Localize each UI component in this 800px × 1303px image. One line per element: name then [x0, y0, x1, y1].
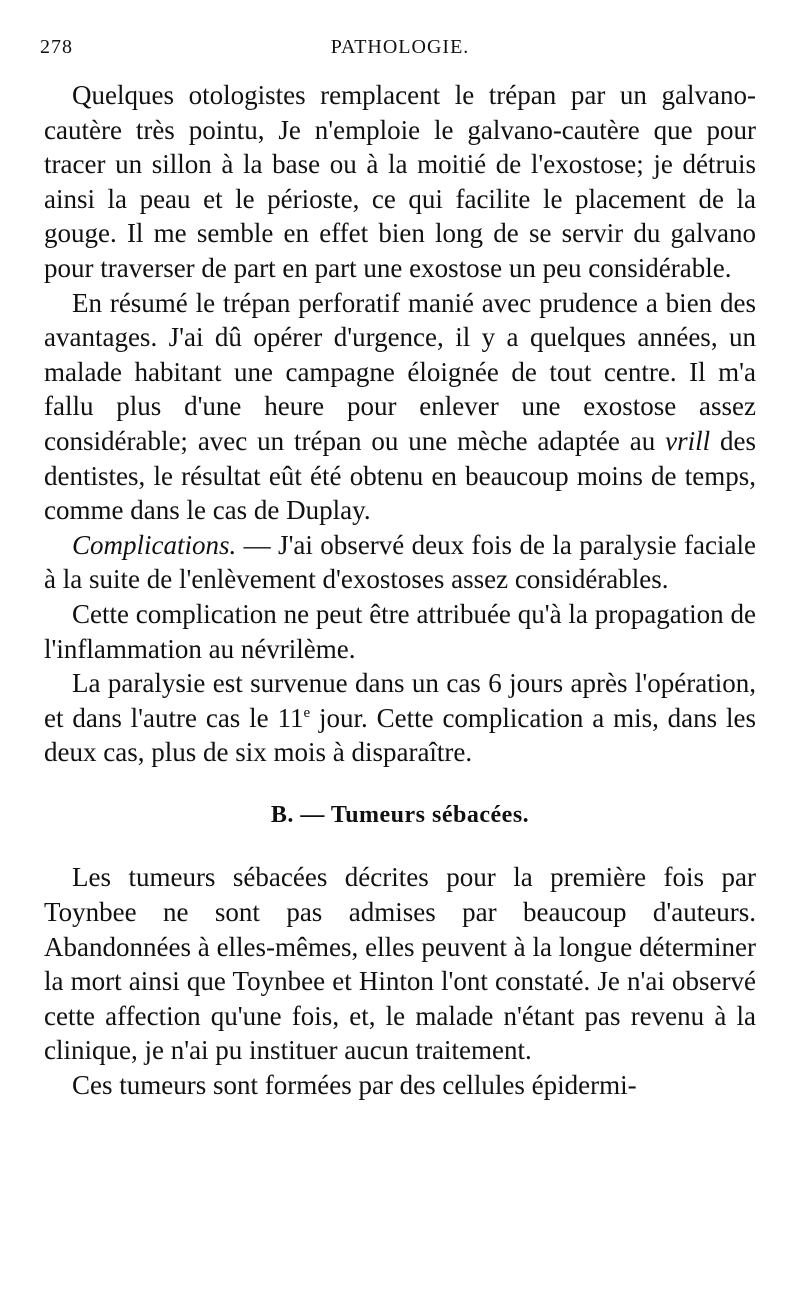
paralysie-text-b: jour. Cette complication a mis, dans les deux cas, plus de six mois à disparaître. — [44, 702, 757, 768]
complications-label: Complications. — [72, 529, 237, 560]
paragraph-propagation: Cette complication ne peut être attribuée qu'à la propagation de l'inflammation au névrilème. — [44, 598, 756, 664]
paragraph-cellules: Ces tumeurs sont formées par des cellules épidermi- — [72, 1070, 637, 1101]
paragraph-resume-text-b: des dentistes, le résultat eût été obtenu en beaucoup moins de temps, comme dans le cas de Duplay. — [44, 425, 756, 526]
paragraph-trepan-galvano: Quelques otologistes remplacent le trépan par un galvano-cautère très pointu, Je n'emploie le galvano-cautère que pour tracer un sillon à la base ou à la moitié de l'exostose; je détruis ainsi la peau et le périoste, ce qui facilite le placement de la gouge. Il me semble en effet bien long de se servir du galvano pour traverser de part en part une exostose un peu considérable. — [44, 80, 756, 283]
paragraph-paralysie — [44, 666, 756, 770]
italic-term-vrill: vrill — [665, 425, 711, 456]
paragraph-resume-text-a: En résumé le trépan perforatif manié avec prudence a bien des avantages. J'ai dû opérer d'urgence, il y a quelques années, un malade habitant une campagne éloignée de tout centre. Il m'a fallu plus d'une heure pour enlever une exostose assez considérable; avec un trépan ou une mèche adaptée au — [44, 287, 756, 456]
page-header — [40, 36, 760, 66]
complications-text: — J'ai observé deux fois de la paralysie faciale à la suite de l'enlèvement d'exostoses assez considérables. — [44, 529, 756, 595]
paragraph-tumeurs-sebacees: Les tumeurs sébacées décrites pour la première fois par Toynbee ne sont pas admises par beaucoup d'auteurs. Abandonnées à elles-mêmes, elles peuvent à la longue déterminer la mort ainsi que Toynbee et Hinton l'ont constaté. Je n'ai observé cette affection qu'une fois, et, le malade n'étant pas revenu à la clinique, je n'ai pu instituer aucun traitement. — [44, 862, 756, 1066]
section-heading-tumeurs-sebacees: B. — Tumeurs sébacées. — [270, 801, 530, 828]
page-body — [44, 78, 756, 1103]
paragraph-resume — [44, 286, 756, 528]
running-head: PATHOLOGIE. — [330, 36, 470, 58]
paralysie-text-a: La paralysie est survenue dans un cas 6 jours après l'opération, et dans l'autre cas le 11 — [44, 668, 756, 733]
paragraph-complications — [44, 528, 756, 597]
page-number: 278 — [40, 36, 73, 58]
superscript-e: e — [303, 704, 311, 721]
